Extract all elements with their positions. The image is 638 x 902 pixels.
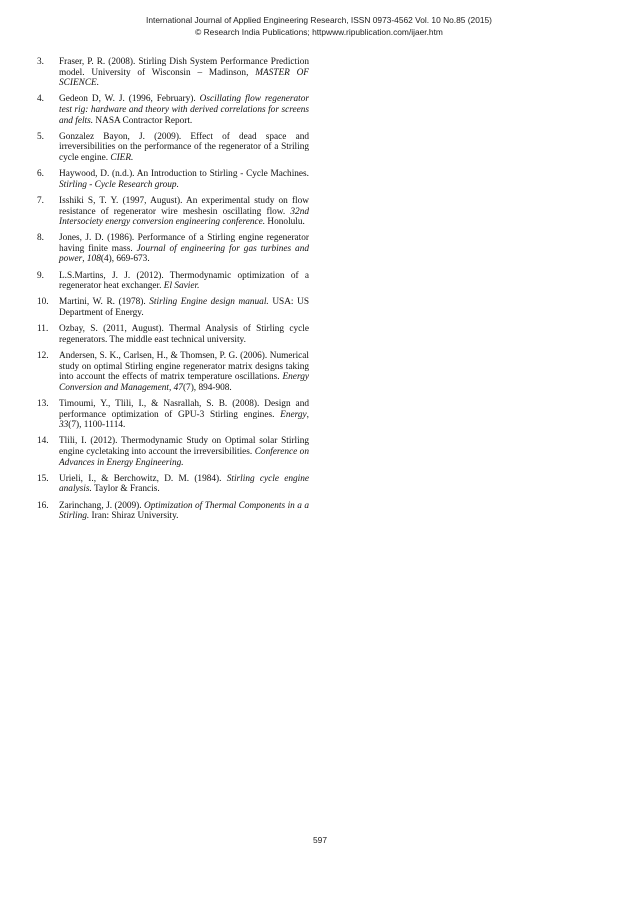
reference-text [59, 351, 309, 393]
reference-segment: NASA Contractor Report. [93, 115, 193, 126]
reference-italic-segment: Oscillating flow regenerator test rig: hardware and theory with derived correlations for screens and felts. [59, 94, 309, 126]
reference-segment: Honolulu. [265, 217, 305, 228]
reference-number: 13. [37, 398, 49, 409]
reference-number: 8. [37, 233, 44, 244]
reference-segment: (7), 1100-1114. [68, 420, 126, 431]
reference-number: 5. [37, 131, 44, 142]
reference-italic-segment: 108 [86, 254, 101, 265]
reference-item [37, 297, 309, 318]
reference-item [37, 501, 309, 522]
publisher-line: © Research India Publications; httpwww.ripublication.com/ijaer.htm [195, 27, 443, 37]
reference-italic-segment: Conference on Advances in Energy Engineering. [59, 446, 309, 468]
reference-segment: Andersen, S. K., Carlsen, H., & Thomsen, P. G. (2006). Numerical study on optimal Stirling engine regenerator matrix designs taking into account the effects of matrix temperature oscillations. [59, 351, 309, 383]
reference-italic-segment: 32nd Intersociety energy conversion engineering conference. [59, 206, 309, 228]
reference-segment: Timoumi, Y., Tlili, I., & Nasrallah, S. B. (2008). Design and performance optimization of GPU-3 Stirling engines. [59, 398, 309, 420]
reference-item [37, 94, 309, 126]
reference-segment: , [169, 382, 174, 393]
reference-text [59, 132, 309, 163]
reference-number: 10. [37, 297, 49, 308]
reference-number: 14. [37, 436, 49, 447]
reference-segment: Isshiki S, T. Y. (1997, August). An experimental study on flow resistance of regenerator wire meshesin oscillating flow. [59, 195, 309, 217]
reference-number: 4. [37, 94, 44, 105]
journal-info-line: International Journal of Applied Engineering Research, ISSN 0973-4562 Vol. 10 No.85 (2015) [146, 15, 492, 25]
reference-number: 11. [37, 324, 49, 335]
reference-italic-segment: MASTER OF SCIENCE. [59, 67, 309, 89]
reference-number: 15. [37, 473, 49, 484]
reference-italic-segment: El Savier. [163, 281, 200, 292]
reference-text [59, 271, 309, 292]
reference-text [59, 169, 309, 190]
reference-italic-segment: Energy [280, 409, 307, 420]
reference-segment: Ozbay, S. (2011, August). Thermal Analysis of Stirling cycle regenerators. The middle east technical university. [59, 324, 309, 345]
reference-text [59, 94, 309, 125]
reference-segment: Iran: Shiraz University. [89, 511, 179, 522]
reference-segment: Tlili, I. (2012). Thermodynamic Study on Optimal solar Stirling engine cycletaking into account the irreversibilities. [59, 436, 309, 457]
reference-item [37, 169, 309, 190]
reference-segment: Fraser, P. R. (2008). Stirling Dish System Performance Prediction model. University of Wisconsin – Madinson, [59, 57, 309, 78]
reference-text [59, 474, 309, 495]
reference-italic-segment: Optimization of Thermal Components in a a Stirling. [59, 500, 309, 522]
reference-text [59, 436, 309, 467]
reference-segment: (4), 669-673. [100, 254, 150, 265]
page-number: 597 [313, 835, 327, 845]
reference-text [59, 324, 309, 345]
reference-text [59, 297, 309, 318]
reference-segment: L.S.Martins, J. J. (2012). Thermodynamic optimization of a regenerator heat exchanger. [59, 270, 309, 292]
reference-text [59, 233, 309, 264]
reference-italic-segment: Stirling - Cycle Research group. [59, 179, 179, 190]
reference-italic-segment: 33 [59, 420, 69, 431]
reference-italic-segment: Stirling cycle engine analysis. [59, 473, 310, 495]
reference-segment: Gonzalez Bayon, J. (2009). Effect of dead space and irreversibilities on the performance of the regenerator of a Striling cycle engine. [59, 131, 309, 163]
reference-number: 6. [37, 169, 44, 180]
reference-segment: Martini, W. R. (1978). [59, 297, 150, 308]
reference-list [37, 57, 309, 527]
reference-text [59, 196, 309, 227]
reference-number: 9. [37, 270, 44, 281]
reference-segment: Taylor & Francis. [91, 484, 160, 495]
reference-italic-segment: Energy Conversion and Management [59, 372, 309, 393]
running-header [0, 14, 638, 38]
reference-item [37, 324, 309, 345]
reference-item [37, 233, 309, 265]
reference-item [37, 436, 309, 468]
reference-number: 12. [37, 351, 49, 361]
reference-segment: (7), 894-908. [182, 382, 232, 393]
reference-italic-segment: Stirling Engine design manual. [149, 297, 269, 308]
reference-text [59, 501, 309, 522]
reference-item [37, 351, 309, 393]
reference-item [37, 57, 309, 89]
reference-item [37, 399, 309, 431]
reference-item [37, 271, 309, 292]
reference-number: 16. [37, 500, 49, 511]
reference-segment: Haywood, D. (n.d.). An Introduction to Stirling - Cycle Machines. [59, 169, 309, 180]
reference-text [59, 57, 309, 88]
reference-segment: Urieli, I., & Berchowitz, D. M. (1984). [59, 473, 227, 484]
reference-italic-segment: 47 [173, 382, 183, 393]
reference-italic-segment: Journal of engineering for gas turbines and power [59, 243, 309, 265]
reference-segment: Zarinchang, J. (2009). [59, 500, 145, 511]
reference-item [37, 132, 309, 164]
reference-segment: , [82, 254, 87, 265]
reference-segment: , [306, 409, 309, 420]
reference-segment: Gedeon D, W. J. (1996, February). [59, 94, 200, 105]
reference-number: 3. [37, 57, 44, 67]
reference-item [37, 474, 309, 495]
reference-item [37, 196, 309, 228]
reference-text [59, 399, 309, 430]
reference-number: 7. [37, 195, 44, 206]
reference-segment: Jones, J. D. (1986). Performance of a Stirling engine regenerator having finite mass. [59, 233, 309, 254]
reference-segment: USA: US Department of Energy. [59, 297, 309, 319]
reference-italic-segment: CIER. [110, 152, 134, 163]
